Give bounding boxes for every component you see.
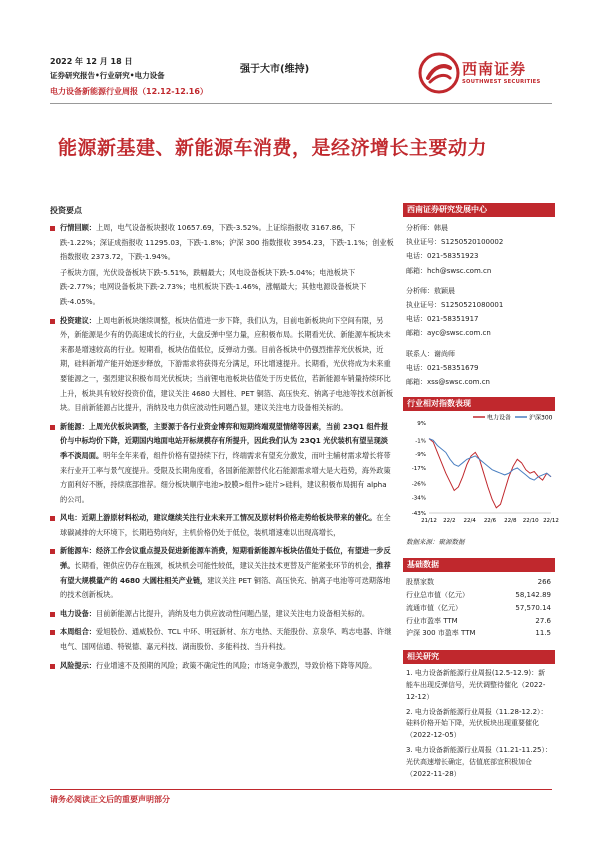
analyst-block — [403, 221, 555, 389]
table-row: 沪深 300 市盈率 TTM 11.5 — [406, 629, 551, 638]
y-tick-label: -17% — [411, 466, 426, 473]
related-item[interactable]: 1. 电力设备新能源行业周报(12.5-12.9)：新能车出现反弹信号，光伏调整待催化（2022-12-12） — [406, 669, 546, 701]
x-tick-label: 21/12 — [421, 518, 437, 525]
basic-data-header: 基础数据 — [403, 558, 555, 572]
paragraph-lead: 风险提示： — [60, 660, 96, 670]
footer-divider — [50, 789, 552, 790]
paragraph-text: 近期上游原材料松动，建议继续关注行业未来开工情况及原材料价格走势给板块带来的催化。 — [81, 513, 377, 523]
paragraph-lead: 本周组合： — [60, 627, 96, 637]
paragraph — [50, 420, 395, 508]
paragraph — [50, 607, 395, 622]
paragraph — [50, 266, 395, 310]
analyst-license: 执业证号：S1250520100002 — [406, 238, 504, 247]
x-tick-label: 22/2 — [443, 518, 456, 525]
y-tick-label: -1% — [415, 438, 426, 445]
contact-phone: 电话：021-58351679 — [406, 363, 479, 372]
logo-text-en: SOUTHWEST SECURITIES — [462, 79, 541, 85]
paragraph-text: 推荐有望大规模量产的 4680 大圆柱相关产业链， — [60, 561, 391, 585]
paragraph-lead: 行情回顾： — [60, 223, 96, 232]
paragraph — [50, 544, 395, 602]
y-tick-label: -34% — [411, 495, 426, 502]
team-header: 西南证券研究发展中心 — [403, 203, 555, 217]
paragraph-lead: 投资建议： — [60, 315, 96, 325]
paragraph — [50, 511, 395, 540]
x-tick-label: 22/12 — [543, 518, 559, 525]
table-row: 行业总市值（亿元） 58,142.89 — [406, 591, 551, 600]
legend-label: 电力设备 — [487, 414, 512, 422]
page-title: 能源新基建、新能源车消费，是经济增长主要动力 — [58, 137, 488, 159]
analyst-name: 分析师：韩晨 — [406, 224, 448, 232]
relative-index-chart — [403, 413, 559, 531]
related-header: 相关研究 — [403, 650, 555, 664]
company-logo-icon — [418, 52, 460, 94]
paragraph-text: 经济工作会议重点提及促进新能源车消费，短期看新能源车板块估值处于低位，有望进一步反弹。 — [60, 546, 391, 571]
paragraph-text: 上周光伏板块调整，主要源于各行业资金博弈和短期终端观望情绪等因素，当前 23Q1 组件报价与中标均价下降，近期国内地面电站开标规模存有所提升，因此我们认为 23Q1 光伏装机有望呈现淡季不淡局面。 — [60, 421, 389, 460]
x-tick-label: 22/8 — [504, 518, 517, 525]
header-divider — [50, 103, 552, 104]
report-date: 2022 年 12 月 18 日 — [50, 57, 133, 66]
y-tick-label: -9% — [415, 452, 426, 459]
paragraph-text: 目前新能源占比提升，消纳及电力供应波动性问题凸显，建议关注电力设备相关标的。 — [95, 608, 370, 618]
y-tick-label: -26% — [411, 481, 426, 488]
y-tick-label: 9% — [417, 421, 426, 428]
y-tick-label: -43% — [411, 511, 426, 518]
paragraph-text: 行业增速不及预期的风险；政策不确定性的风险；市场竞争激烈，导致价格下降等风险。 — [95, 660, 377, 670]
x-tick-label: 22/6 — [483, 518, 497, 525]
related-item[interactable]: 2. 电力设备新能源行业周报（11.28-12.2）：硅料价格开始下降，光伏板块出现重要催化（2022-12-05） — [406, 707, 548, 740]
paragraph-lead: 新能源： — [60, 421, 89, 431]
paragraph-text: 在全球碳减排的大环境下，长期趋势向好，主机价格仍处于低位，装机增速难以出现高增长， — [60, 513, 391, 537]
paragraph-lead: 风电： — [60, 513, 82, 523]
series-line-1 — [429, 439, 551, 481]
paragraph — [50, 221, 395, 265]
paragraph — [50, 314, 395, 416]
analyst-name: 分析师：敖颖晨 — [406, 286, 455, 295]
analyst-email[interactable]: 邮箱：hch@swsc.com.cn — [406, 266, 492, 275]
report-subtitle: 电力设备新能源行业周报（12.12-12.16） — [50, 87, 208, 96]
table-row: 股票家数 266 — [406, 578, 551, 587]
basic-data-table — [403, 576, 555, 640]
paragraph-text: 子板块方面，光伏设备板块下跌-5.51%，跌幅最大；风电设备板块下跌-5.04%；电池板块下跌-2.77%；电网设备板块下跌-2.73%；电机板块下跌-1.46%，涨幅最大；其他电源设备板块下跌-4.05%。 — [60, 267, 367, 306]
analyst-email[interactable]: 邮箱：ayc@swsc.com.cn — [406, 329, 491, 338]
footer-disclaimer: 请务必阅读正文后的重要声明部分 — [50, 795, 170, 804]
paragraph — [50, 625, 395, 654]
sidebar — [403, 203, 559, 780]
paragraph-text: 长期看，锂供应仍存在瓶颈，板块机会可能性较低，建议关注技术更替及产能紧张环节的机会， — [74, 561, 377, 571]
related-item[interactable]: 3. 电力设备新能源行业周报（11.21-11.25）：光伏高速增长确定，估值底部宜积极加仓（2022-11-28） — [406, 746, 553, 778]
chart-source: 数据来源：聚源数据 — [406, 538, 465, 547]
paragraph-text: 明年全年来看，组件价格有望持续下行，终端需求有望充分激发，而叶主辅材需求增长将带来行业开工率与景气度提升。受限及长期角度看，各国新能源替代化石能源需求增大是大趋势，海外政策方面利好不断，持续底部推荐。细分板块顺序电池>胶膜>组件>硅片>硅料，建议积极布局拥有 alpha 的公司。 — [60, 450, 391, 504]
table-row: 流通市值（亿元） 57,570.14 — [406, 603, 551, 612]
invest-heading: 投资要点 — [50, 206, 82, 215]
paragraph-text: 上周，电气设备板块报收 10657.69，下跌-3.52%。上证综指报收 3167.86，下跌-1.22%；深证成指报收 11295.03，下跌-1.8%；沪深 300 指数报收 3954.23，下跌-1.1%；创业板指数报收 2373.72，下跌-1.94%。 — [60, 223, 394, 262]
analyst-phone: 电话：021-58351917 — [406, 315, 479, 324]
series-line-0 — [429, 439, 551, 508]
rating: 强于大市(维持) — [240, 64, 310, 75]
x-tick-label: 22/4 — [463, 518, 476, 525]
main-content — [50, 221, 395, 674]
paragraph-lead: 新能源车： — [60, 546, 96, 556]
logo-text-cn: 西南证券 — [462, 60, 527, 78]
paragraph — [50, 659, 395, 674]
paragraph-text: 上周电新板块继续调整，板块估值进一步下降，我们认为，目前电新板块向下空间有限，另外，新能源是少有的仍高速成长的行业，大盘反弹中坚力量，应积极布局。长期看光伏、新能源车板块未来都是增速较高的行业。短期看，板块估值低位，反弹动力强。目前各板块中仍强烈推荐光伏板块，近期，硅料新增产能开始逐步释放，下游需求将获得充分满足，环比增速提升。长期看，光伏将成为未来重要能源之一，强烈建议积极布局光伏板块；当前锂电池板块估值处于历史低位，若新能源车销量持续环比上升，板块具有较好投资价值，建议关注 4680 大圆柱、PET 铜箔、高压快充、钠离子电池等技术创新板块。目前新能源占比提升，消纳及电力供应波动性问题凸显，建议关注电力设备相关标的。 — [60, 315, 394, 413]
contact-name: 联系人：谢尚师 — [406, 349, 455, 358]
contact-email[interactable]: 邮箱：xss@swsc.com.cn — [406, 378, 490, 387]
paragraph-text: 建议关注 PET 铜箔、高压快充、钠离子电池等可迭期落地的技术创新板块。 — [60, 575, 391, 600]
chart-header: 行业相对指数表现 — [403, 397, 555, 411]
report-category: 证券研究报告•行业研究•电力设备 — [50, 71, 165, 80]
related-list — [403, 668, 555, 780]
analyst-license: 执业证号：S1250521080001 — [406, 301, 504, 310]
paragraph-lead: 电力设备： — [60, 608, 96, 618]
paragraph-text: 爱旭股份、通威股份、TCL 中环、明冠新材、东方电热、天能股份、京泉华、鸣志电器、许继电气、国网信通、特锐德、嘉元科技、湖南股份、多能科技、当升科技。 — [60, 627, 392, 652]
analyst-phone: 电话：021-58351923 — [406, 252, 479, 261]
legend-label: 沪深300 — [529, 414, 553, 422]
x-tick-label: 22/10 — [522, 518, 539, 525]
table-row: 行业市盈率 TTM 27.6 — [406, 616, 551, 625]
